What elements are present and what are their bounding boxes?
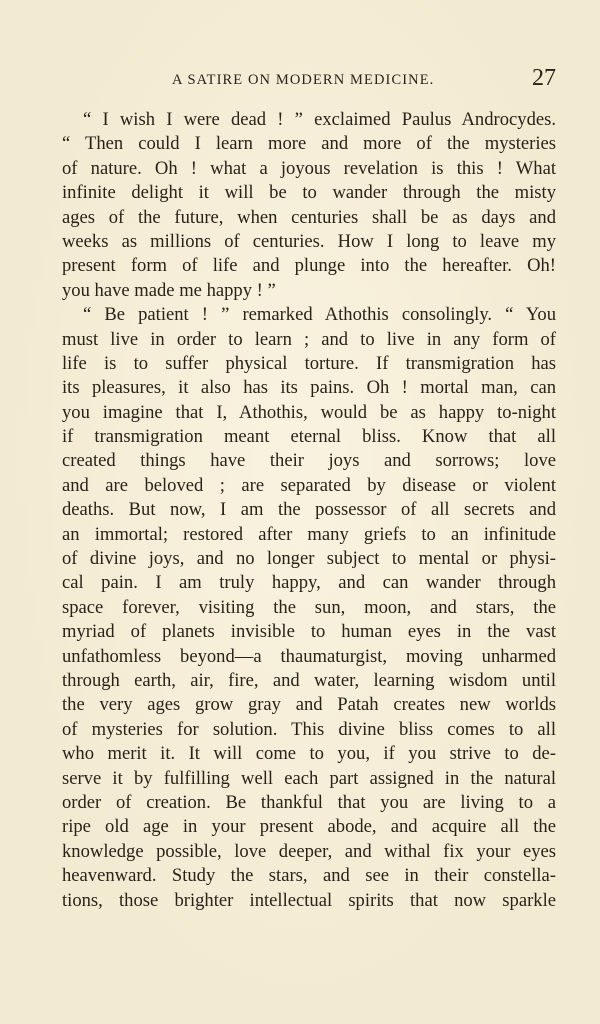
text-line: an immortal; restored after many griefs to an infinitude <box>62 523 556 545</box>
text-line: of nature. Oh ! what a joyous revelation is this ! What <box>62 157 556 179</box>
text-line: through earth, air, fire, and water, learning wisdom until <box>62 669 556 691</box>
running-head: A SATIRE ON MODERN MEDICINE. <box>172 72 435 88</box>
text-line: present form of life and plunge into the hereafter. Oh! <box>62 255 556 277</box>
text-line: space forever, visiting the sun, moon, and stars, the <box>62 596 556 618</box>
text-line: heavenward. Study the stars, and see in their constella- <box>62 865 556 887</box>
text-line: you imagine that I, Athothis, would be as happy to-night <box>62 401 556 423</box>
page-header <box>62 66 556 96</box>
text-line: of divine joys, and no longer subject to mental or physi- <box>62 548 556 570</box>
text-line: life is to suffer physical torture. If transmigration has <box>62 352 556 374</box>
text-line: “ Then could I learn more and more of the mysteries <box>62 133 556 155</box>
text-line: created things have their joys and sorrows; love <box>62 450 556 472</box>
text-line: ripe old age in your present abode, and acquire all the <box>62 816 556 838</box>
text-line: serve it by fulfilling well each part assigned in the natural <box>62 767 556 789</box>
text-line: infinite delight it will be to wander through the misty <box>62 182 556 204</box>
text-line: you have made me happy ! ” <box>62 279 276 301</box>
text-line: its pleasures, it also has its pains. Oh ! mortal man, can <box>62 377 556 399</box>
text-line: deaths. But now, I am the possessor of all secrets and <box>62 499 556 521</box>
text-line: and are beloved ; are separated by disease or violent <box>62 474 556 496</box>
text-line: myriad of planets invisible to human eyes in the vast <box>62 621 556 643</box>
text-line: unfathomless beyond—a thaumaturgist, moving unharmed <box>62 645 556 667</box>
text-line: of mysteries for solution. This divine bliss comes to all <box>62 718 556 740</box>
text-line: tions, those brighter intellectual spirits that now sparkle <box>62 889 556 911</box>
body-text <box>62 108 556 913</box>
text-line: the very ages grow gray and Patah creates new worlds <box>62 694 556 716</box>
text-line: who merit it. It will come to you, if you strive to de- <box>62 743 556 765</box>
text-line: “ I wish I were dead ! ” exclaimed Paulus Androcydes. <box>83 109 556 130</box>
text-line: ages of the future, when centuries shall be as days and <box>62 206 556 228</box>
text-line: must live in order to learn ; and to live in any form of <box>62 328 556 350</box>
text-line: if transmigration meant eternal bliss. Know that all <box>62 426 556 448</box>
text-line: weeks as millions of centuries. How I long to leave my <box>62 230 556 252</box>
text-line: “ Be patient ! ” remarked Athothis consolingly. “ You <box>83 304 556 326</box>
text-line: cal pain. I am truly happy, and can wander through <box>62 572 556 594</box>
text-line: order of creation. Be thankful that you are living to a <box>62 791 556 813</box>
text-line: knowledge possible, love deeper, and withal fix your eyes <box>62 840 556 862</box>
page-number: 27 <box>532 65 556 91</box>
